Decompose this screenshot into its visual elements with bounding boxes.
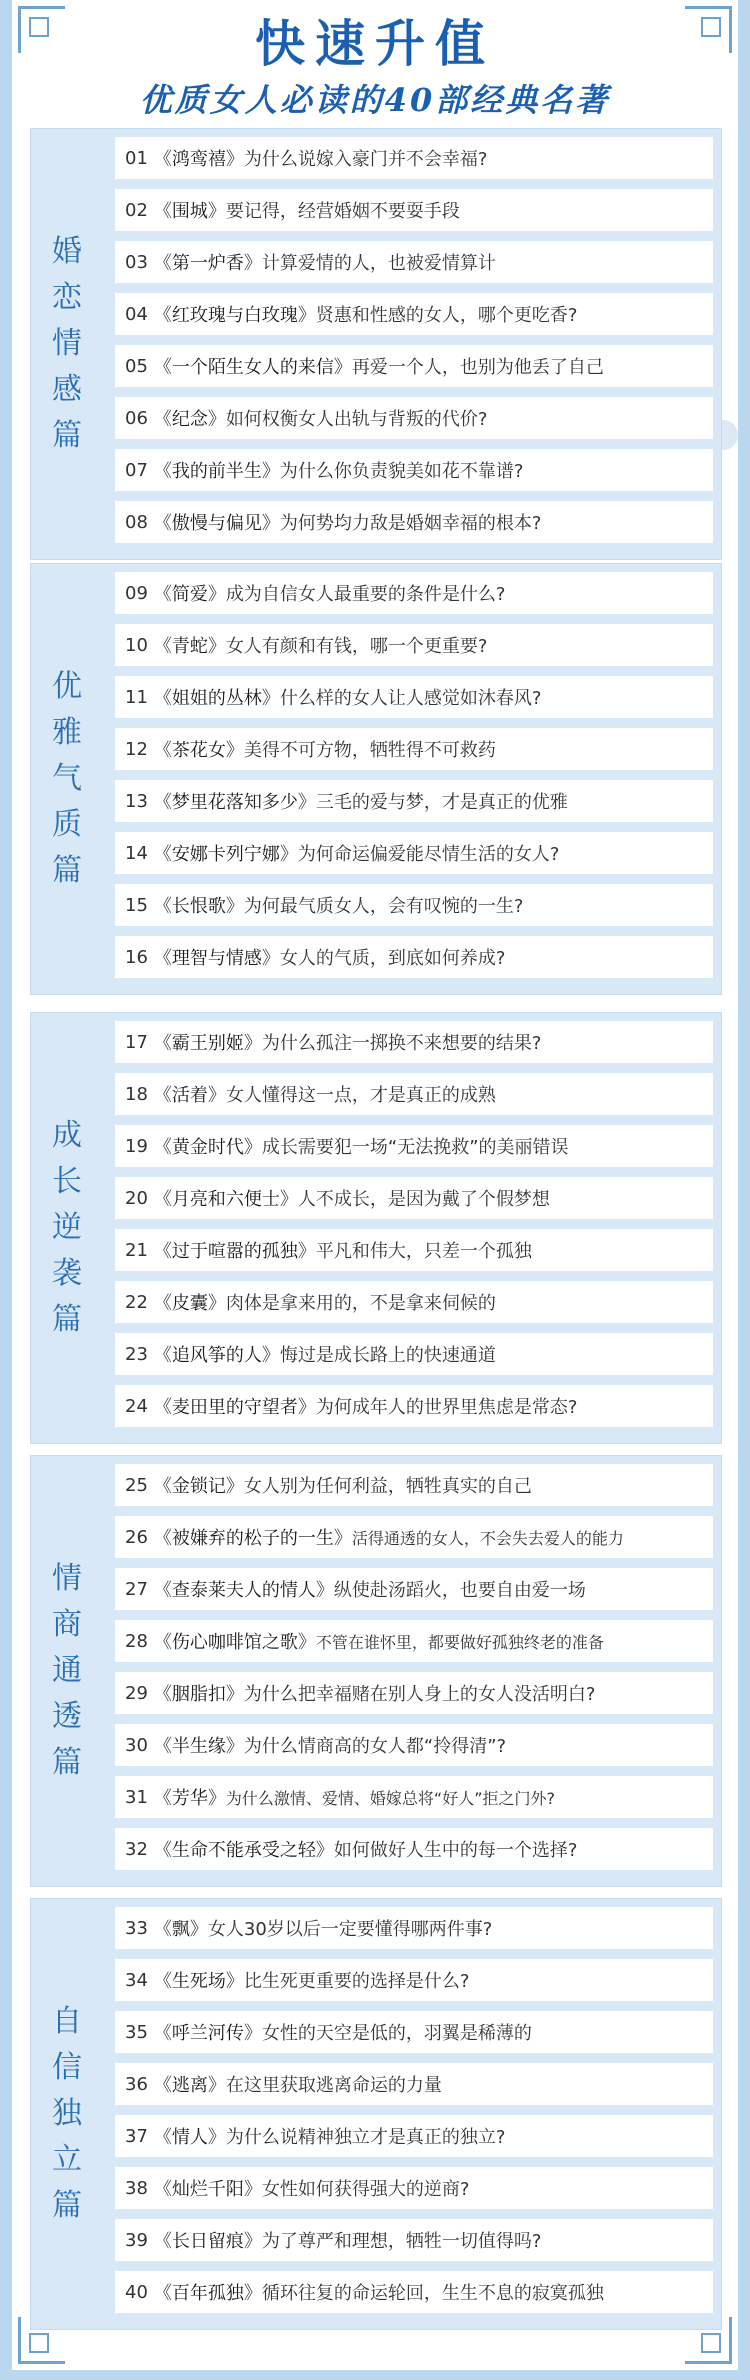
book-number: 30 <box>125 1734 148 1756</box>
book-title: 《月亮和六便士》 <box>153 1189 298 1210</box>
section-label-char: 透 <box>52 1699 82 1734</box>
book-title: 《追风筝的人》 <box>153 1345 280 1366</box>
book-number: 34 <box>125 1969 148 1991</box>
book-title: 《半生缘》 <box>153 1736 244 1757</box>
book-description: 为什么你负责貌美如花不靠谱? <box>279 461 524 482</box>
book-description: 成长需要犯一场“无法挽救”的美丽错误 <box>261 1137 569 1158</box>
book-list-item <box>115 1568 713 1610</box>
book-list-item <box>115 1385 713 1427</box>
book-number: 19 <box>125 1135 148 1157</box>
book-title: 《伤心咖啡馆之歌》 <box>153 1632 316 1653</box>
book-title: 《被嫌弃的松子的一生》 <box>153 1528 352 1549</box>
book-list-item <box>115 1333 713 1375</box>
book-title: 《围城》 <box>153 201 226 222</box>
book-description: 女人别为任何利益，牺牲真实的自己 <box>243 1476 532 1497</box>
book-description: 为何成年人的世界里焦虑是常态? <box>315 1397 578 1418</box>
book-number: 31 <box>125 1786 148 1808</box>
book-number: 35 <box>125 2021 148 2043</box>
book-title: 《生命不能承受之轻》 <box>153 1840 334 1861</box>
section-label-char: 袭 <box>52 1256 82 1291</box>
book-title: 《理智与情感》 <box>153 948 280 969</box>
book-number: 18 <box>125 1083 148 1105</box>
book-number: 01 <box>125 147 148 169</box>
section-label <box>31 1899 103 2329</box>
content-card <box>12 0 738 2370</box>
book-description: 人不成长，是因为戴了个假梦想 <box>297 1189 550 1210</box>
section-label-char: 优 <box>52 669 82 704</box>
book-description: 女人懂得这一点，才是真正的成熟 <box>225 1085 496 1106</box>
section <box>30 1898 722 2330</box>
book-description: 肉体是拿来用的，不是拿来伺候的 <box>225 1293 496 1314</box>
book-number: 25 <box>125 1474 148 1496</box>
book-number: 37 <box>125 2125 148 2147</box>
book-title: 《安娜卡列宁娜》 <box>153 844 298 865</box>
book-number: 13 <box>125 790 148 812</box>
book-number: 33 <box>125 1917 148 1939</box>
section-label-char: 情 <box>52 1561 82 1596</box>
book-description: 女人有颜和有钱，哪一个更重要? <box>225 636 488 657</box>
book-list-item <box>115 1281 713 1323</box>
section-label-char: 自 <box>52 2004 82 2039</box>
section <box>30 1455 722 1887</box>
section-label-char: 篇 <box>52 853 82 888</box>
book-title: 《逃离》 <box>153 2075 226 2096</box>
book-list-item <box>115 345 713 387</box>
book-number: 23 <box>125 1343 148 1365</box>
book-title: 《皮囊》 <box>153 1293 226 1314</box>
book-description: 平凡和伟大，只差一个孤独 <box>315 1241 532 1262</box>
book-description: 美得不可方物，牺牲得不可救药 <box>243 740 496 761</box>
book-title: 《傲慢与偏见》 <box>153 513 280 534</box>
book-list-item <box>115 1229 713 1271</box>
book-number: 05 <box>125 355 148 377</box>
book-list-item <box>115 137 713 179</box>
book-number: 26 <box>125 1526 148 1548</box>
book-description: 为什么把幸福赌在别人身上的女人没活明白? <box>243 1684 596 1705</box>
book-description: 什么样的女人让人感觉如沐春风? <box>279 688 542 709</box>
book-list-item <box>115 2219 713 2261</box>
book-description: 悔过是成长路上的快速通道 <box>279 1345 496 1366</box>
book-list-item <box>115 1073 713 1115</box>
book-description: 如何权衡女人出轨与背叛的代价? <box>225 409 488 430</box>
book-title: 《纪念》 <box>153 409 226 430</box>
book-number: 04 <box>125 303 148 325</box>
section-label-char: 成 <box>52 1118 82 1153</box>
book-list-item <box>115 728 713 770</box>
book-number: 20 <box>125 1187 148 1209</box>
section-label-char: 质 <box>52 807 82 842</box>
book-title: 《简爱》 <box>153 584 226 605</box>
book-title: 《活着》 <box>153 1085 226 1106</box>
book-title: 《过于喧嚣的孤独》 <box>153 1241 316 1262</box>
book-title: 《长日留痕》 <box>153 2231 262 2252</box>
book-description: 为什么情商高的女人都“拎得清”? <box>243 1736 507 1757</box>
book-number: 12 <box>125 738 148 760</box>
page-title: 快速升值 <box>255 14 495 73</box>
book-number: 14 <box>125 842 148 864</box>
book-description: 女性如何获得强大的逆商? <box>261 2179 470 2200</box>
book-description: 贤惠和性感的女人，哪个更吃香? <box>315 305 578 326</box>
book-list-item <box>115 501 713 543</box>
book-description: 纵使赴汤蹈火，也要自由爱一场 <box>333 1580 586 1601</box>
book-number: 09 <box>125 582 148 604</box>
book-description: 循环往复的命运轮回，生生不息的寂寞孤独 <box>261 2283 604 2304</box>
book-number: 40 <box>125 2281 148 2303</box>
section-label <box>31 129 103 559</box>
book-description: 计算爱情的人，也被爱情算计 <box>261 253 496 274</box>
book-list-item <box>115 1620 713 1662</box>
book-title: 《青蛇》 <box>153 636 226 657</box>
book-number: 36 <box>125 2073 148 2095</box>
book-title: 《鸿鸾禧》 <box>153 149 244 170</box>
section <box>30 128 722 560</box>
book-description: 再爱一个人，也别为他丢了自己 <box>351 357 604 378</box>
section-label-char: 感 <box>52 372 82 407</box>
book-number: 10 <box>125 634 148 656</box>
book-list <box>115 137 713 553</box>
book-list <box>115 1021 713 1437</box>
book-title: 《百年孤独》 <box>153 2283 262 2304</box>
book-description: 成为自信女人最重要的条件是什么? <box>225 584 506 605</box>
book-title: 《呼兰河传》 <box>153 2023 262 2044</box>
book-title: 《红玫瑰与白玫瑰》 <box>153 305 316 326</box>
section-label-char: 婚 <box>52 234 82 269</box>
header <box>12 14 738 122</box>
book-number: 27 <box>125 1578 148 1600</box>
book-description: 为了尊严和理想，牺牲一切值得吗? <box>261 2231 542 2252</box>
book-list-item <box>115 1907 713 1949</box>
book-list <box>115 1464 713 1880</box>
book-title: 《一个陌生女人的来信》 <box>153 357 352 378</box>
section-label-char: 独 <box>52 2096 82 2131</box>
section <box>30 1012 722 1444</box>
book-list-item <box>115 2115 713 2157</box>
section-label <box>31 1456 103 1886</box>
book-list-item <box>115 884 713 926</box>
book-list-item <box>115 293 713 335</box>
section-label-char: 立 <box>52 2142 82 2177</box>
book-list-item <box>115 1959 713 2001</box>
book-number: 07 <box>125 459 148 481</box>
book-list-item <box>115 1828 713 1870</box>
book-list-item <box>115 397 713 439</box>
book-list-item <box>115 1776 713 1818</box>
book-number: 16 <box>125 946 148 968</box>
page-subtitle: 优质女人必读的40部经典名著 <box>139 81 611 119</box>
book-description: 三毛的爱与梦，才是真正的优雅 <box>315 792 568 813</box>
book-title: 《胭脂扣》 <box>153 1684 244 1705</box>
book-list-item <box>115 936 713 978</box>
book-list-item <box>115 1516 713 1558</box>
book-list-item <box>115 1672 713 1714</box>
book-number: 29 <box>125 1682 148 1704</box>
book-list-item <box>115 1125 713 1167</box>
section-label-char: 长 <box>52 1164 82 1199</box>
section-label-char: 篇 <box>52 418 82 453</box>
book-list-item <box>115 2271 713 2313</box>
section-label <box>31 1013 103 1443</box>
book-number: 17 <box>125 1031 148 1053</box>
book-description: 女人的气质，到底如何养成? <box>279 948 506 969</box>
section-label-char: 雅 <box>52 715 82 750</box>
book-list-item <box>115 2063 713 2105</box>
book-description: 不管在谁怀里，都要做好孤独终老的准备 <box>315 1632 604 1652</box>
book-title: 《我的前半生》 <box>153 461 280 482</box>
book-number: 39 <box>125 2229 148 2251</box>
section-label-char: 篇 <box>52 2188 82 2223</box>
book-title: 《金锁记》 <box>153 1476 244 1497</box>
book-description: 如何做好人生中的每一个选择? <box>333 1840 578 1861</box>
book-title: 《生死场》 <box>153 1971 244 1992</box>
book-title: 《查泰莱夫人的情人》 <box>153 1580 334 1601</box>
section-label-char: 篇 <box>52 1302 82 1337</box>
book-list-item <box>115 1177 713 1219</box>
book-list <box>115 572 713 988</box>
book-list-item <box>115 189 713 231</box>
book-number: 38 <box>125 2177 148 2199</box>
book-number: 21 <box>125 1239 148 1261</box>
book-number: 11 <box>125 686 148 708</box>
book-description: 比生死更重要的选择是什么? <box>243 1971 470 1992</box>
book-title: 《第一炉香》 <box>153 253 262 274</box>
section-label-char: 商 <box>52 1607 82 1642</box>
book-title: 《黄金时代》 <box>153 1137 262 1158</box>
book-description: 活得通透的女人，不会失去爱人的能力 <box>351 1528 624 1548</box>
book-title: 《梦里花落知多少》 <box>153 792 316 813</box>
book-list-item <box>115 2167 713 2209</box>
book-description: 为什么孤注一掷换不来想要的结果? <box>261 1033 542 1054</box>
section-label-char: 信 <box>52 2050 82 2085</box>
book-list-item <box>115 1464 713 1506</box>
book-title: 《情人》 <box>153 2127 226 2148</box>
book-list-item <box>115 676 713 718</box>
book-number: 06 <box>125 407 148 429</box>
book-description: 要记得，经营婚姻不要耍手段 <box>225 201 460 222</box>
book-description: 女人30岁以后一定要懂得哪两件事? <box>207 1919 493 1940</box>
section-label-char: 恋 <box>52 280 82 315</box>
book-title: 《长恨歌》 <box>153 896 244 917</box>
book-number: 08 <box>125 511 148 533</box>
book-description: 为什么说嫁入豪门并不会幸福? <box>243 149 488 170</box>
section-label-char: 气 <box>52 761 82 796</box>
book-list-item <box>115 449 713 491</box>
book-number: 03 <box>125 251 148 273</box>
book-list-item <box>115 1724 713 1766</box>
book-title: 《飘》 <box>153 1919 208 1940</box>
book-description: 为什么说精神独立才是真正的独立? <box>225 2127 506 2148</box>
book-description: 为何命运偏爱能尽情生活的女人? <box>297 844 560 865</box>
book-list-item <box>115 572 713 614</box>
book-description: 为何最气质女人，会有叹惋的一生? <box>243 896 524 917</box>
section <box>30 563 722 995</box>
book-list-item <box>115 624 713 666</box>
section-label-char: 通 <box>52 1653 82 1688</box>
book-list-item <box>115 241 713 283</box>
book-title: 《姐姐的丛林》 <box>153 688 280 709</box>
book-title: 《灿烂千阳》 <box>153 2179 262 2200</box>
section-label-char: 篇 <box>52 1745 82 1780</box>
book-title: 《茶花女》 <box>153 740 244 761</box>
book-number: 02 <box>125 199 148 221</box>
section-label-char: 情 <box>52 326 82 361</box>
book-number: 24 <box>125 1395 148 1417</box>
book-title: 《麦田里的守望者》 <box>153 1397 316 1418</box>
book-number: 28 <box>125 1630 148 1652</box>
book-description: 为什么激情、爱情、婚嫁总将“好人”拒之门外? <box>225 1788 555 1808</box>
book-description: 在这里获取逃离命运的力量 <box>225 2075 442 2096</box>
book-list-item <box>115 2011 713 2053</box>
book-number: 22 <box>125 1291 148 1313</box>
book-list-item <box>115 780 713 822</box>
book-number: 32 <box>125 1838 148 1860</box>
book-description: 为何势均力敌是婚姻幸福的根本? <box>279 513 542 534</box>
book-list <box>115 1907 713 2323</box>
book-title: 《芳华》 <box>153 1788 226 1809</box>
book-list-item <box>115 832 713 874</box>
book-number: 15 <box>125 894 148 916</box>
book-title: 《霸王别姬》 <box>153 1033 262 1054</box>
section-label-char: 逆 <box>52 1210 82 1245</box>
book-list-item <box>115 1021 713 1063</box>
book-description: 女性的天空是低的，羽翼是稀薄的 <box>261 2023 532 2044</box>
section-label <box>31 564 103 994</box>
